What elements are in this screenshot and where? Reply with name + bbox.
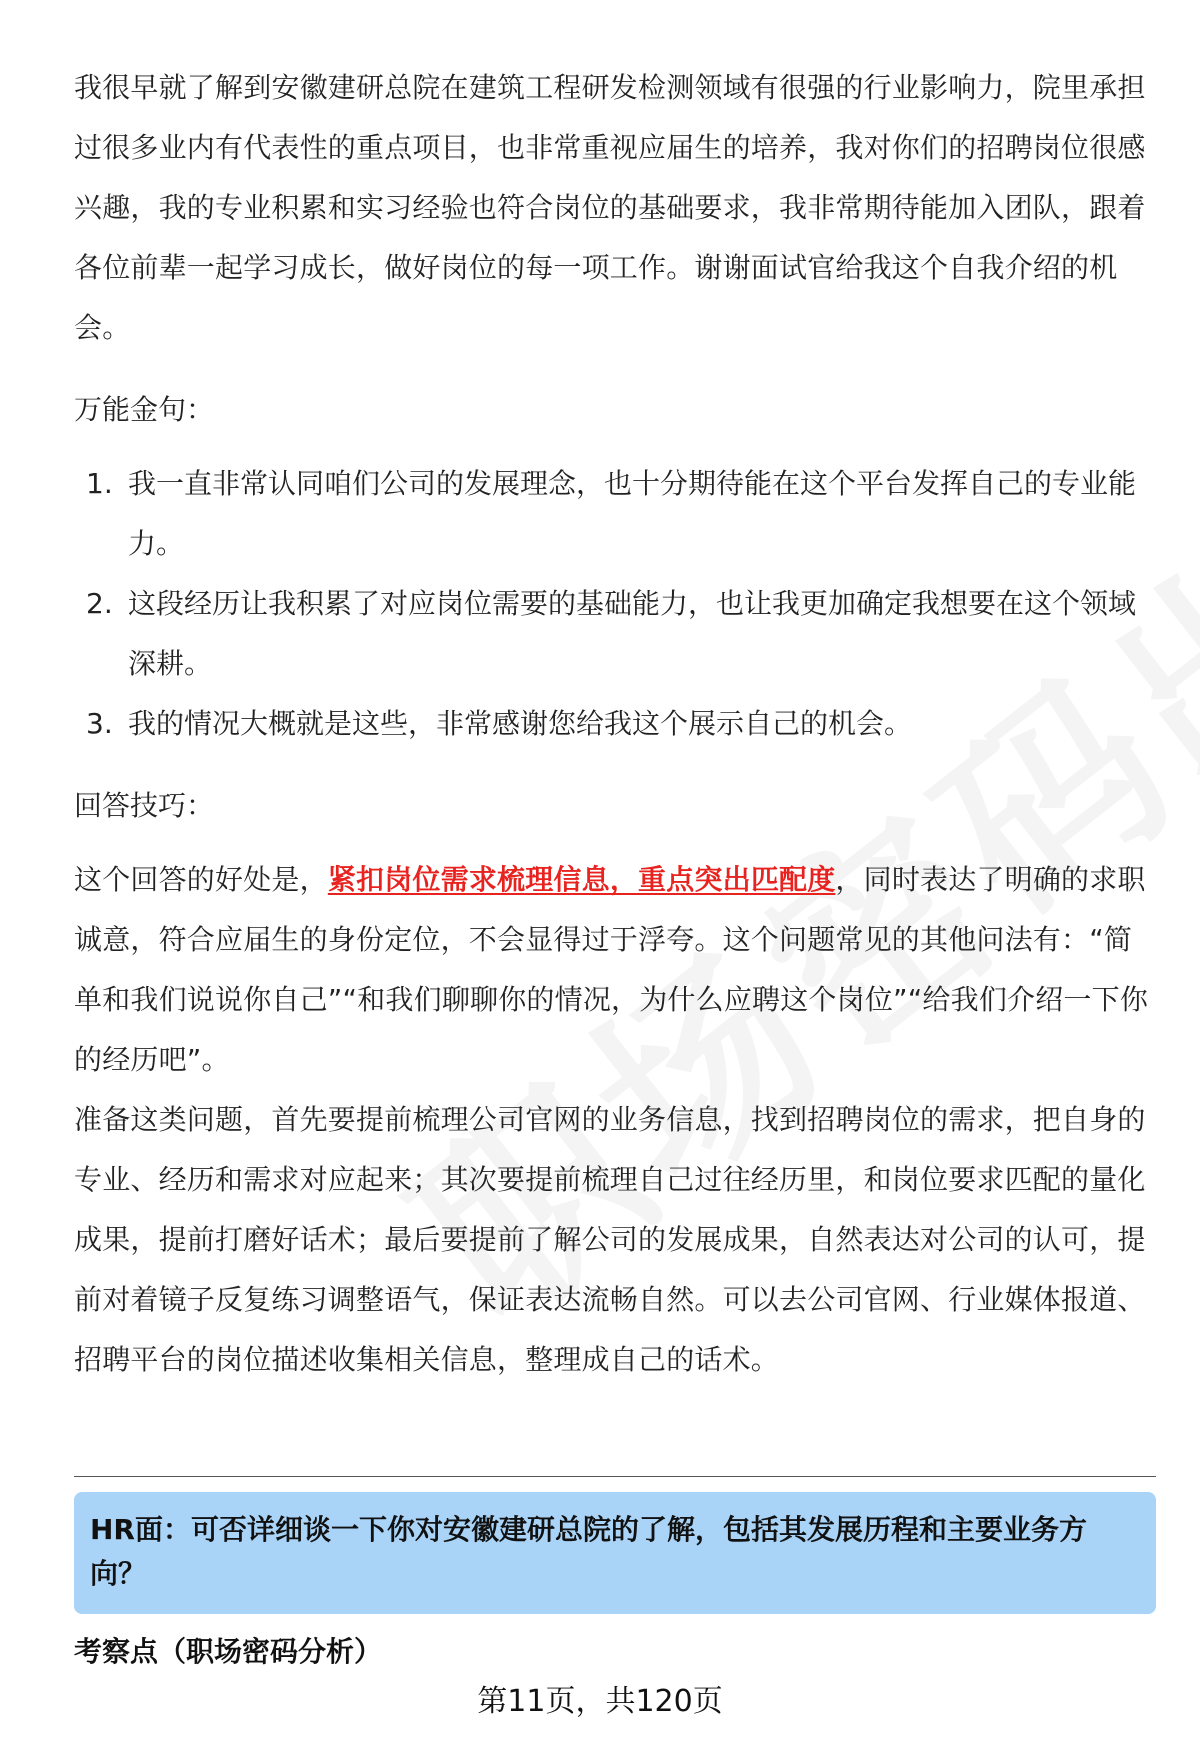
page-footer: 第11页，共120页 <box>477 1684 723 1719</box>
list-item-number: 3. <box>86 707 113 740</box>
tips-paragraph-1 <box>74 850 1154 1090</box>
golden-sentences-list <box>74 454 1154 754</box>
tips-prefix: 这个回答的好处是， <box>74 863 328 896</box>
section-divider <box>74 1476 1156 1477</box>
list-item-number: 2. <box>86 587 113 620</box>
list-item <box>74 694 1154 754</box>
hr-question-box: HR面：可否详细谈一下你对安徽建研总院的了解，包括其发展历程和主要业务方向？ <box>74 1492 1156 1614</box>
list-item <box>74 574 1154 694</box>
intro-paragraph: 我很早就了解到安徽建研总院在建筑工程研发检测领域有很强的行业影响力，院里承担过很多业内有代表性的重点项目，也非常重视应届生的培养，我对你们的招聘岗位很感兴趣，我的专业积累和实习经验也符合岗位的基础要求，我非常期待能加入团队，跟着各位前辈一起学习成长，做好岗位的每一项工作。谢谢面试官给我这个自我介绍的机会。 <box>74 71 1146 344</box>
list-item-text: 这段经历让我积累了对应岗位需要的基础能力，也让我更加确定我想要在这个领域深耕。 <box>128 587 1137 680</box>
list-item-number: 1. <box>86 467 113 500</box>
list-item-text: 我的情况大概就是这些，非常感谢您给我这个展示自己的机会。 <box>128 707 913 740</box>
golden-sentences-label: 万能金句： <box>74 393 215 426</box>
tips-paragraph-2: 准备这类问题，首先要提前梳理公司官网的业务信息，找到招聘岗位的需求，把自身的专业、经历和需求对应起来；其次要提前梳理自己过往经历里，和岗位要求匹配的量化成果，提前打磨好话术；最后要提前了解公司的发展成果，自然表达对公司的认可，提前对着镜子反复练习调整语气，保证表达流畅自然。可以去公司官网、行业媒体报道、招聘平台的岗位描述收集相关信息，整理成自己的话术。 <box>74 1103 1146 1376</box>
list-item <box>74 454 1154 574</box>
answer-tips-label: 回答技巧： <box>74 789 215 822</box>
list-item-text: 我一直非常认同咱们公司的发展理念，也十分期待能在这个平台发挥自己的专业能力。 <box>128 467 1137 560</box>
assessment-points-heading: 考察点（职场密码分析） <box>74 1635 383 1668</box>
tips-suffix: ，同时表达了明确的求职诚意，符合应届生的身份定位，不会显得过于浮夸。这个问题常见的其他问法有：“简单和我们说说你自己”“和我们聊聊你的情况，为什么应聘这个岗位”“给我们介绍一下你的经历吧”。 <box>74 863 1149 1076</box>
highlighted-key-point: 紧扣岗位需求梳理信息，重点突出匹配度 <box>327 863 836 896</box>
main-content <box>74 58 1154 1390</box>
